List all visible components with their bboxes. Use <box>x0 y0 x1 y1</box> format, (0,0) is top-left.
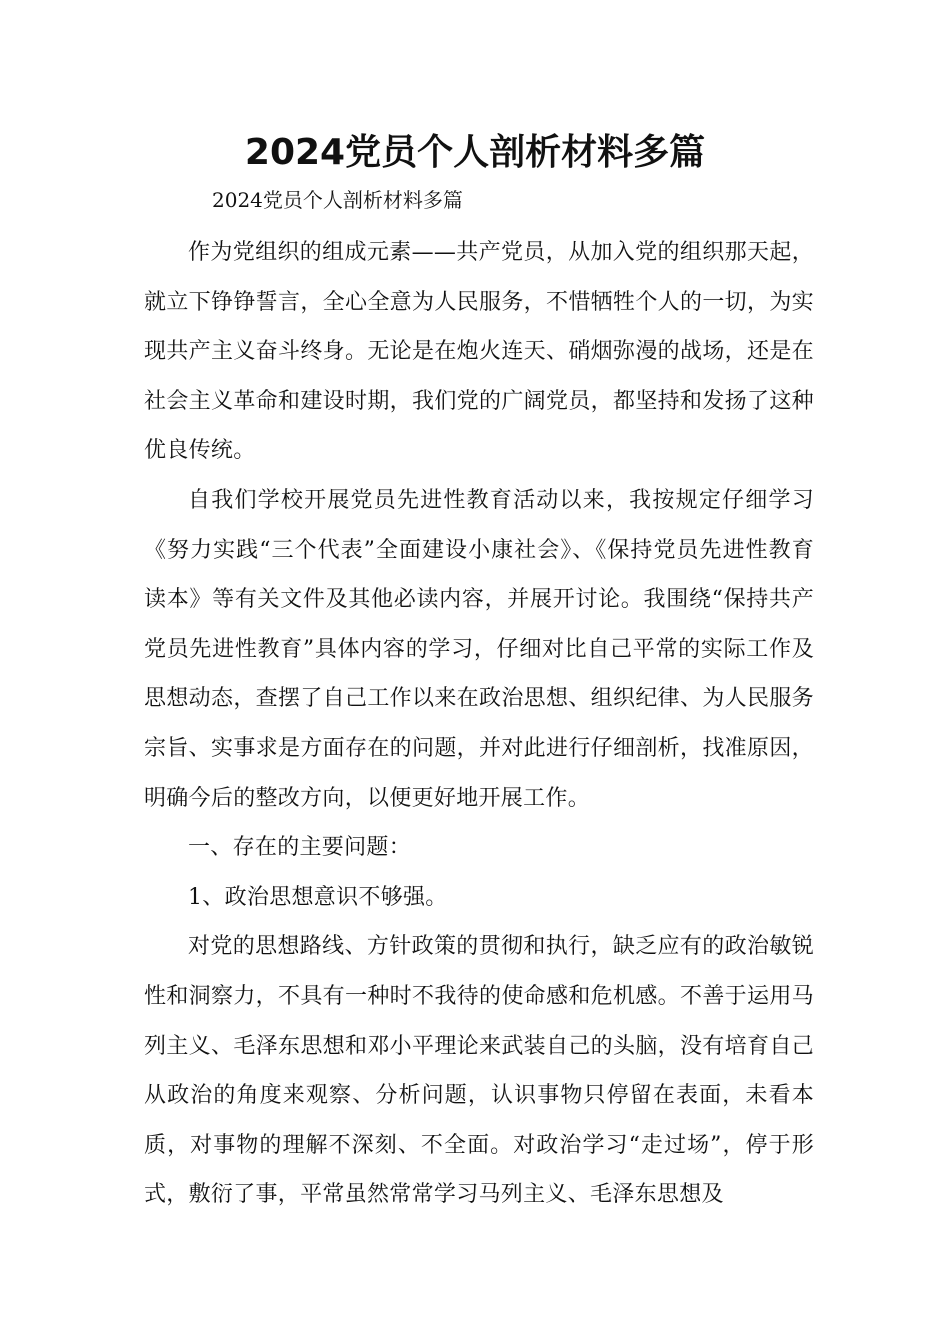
paragraph-3: 对党的思想路线、方针政策的贯彻和执行，缺乏应有的政治敏锐性和洞察力，不具有一种时不我待的使命感和危机感。不善于运用马列主义、毛泽东思想和邓小平理论来武装自己的头脑，没有培育自己从政治的角度来观察、分析问题，认识事物只停留在表面，未看本质，对事物的理解不深刻、不全面。对政治学习“走过场”，停于形式，敷衍了事，平常虽然常常学习马列主义、毛泽东思想及 <box>144 934 814 1208</box>
sub-heading: 1、政治思想意识不够强。 <box>188 884 448 910</box>
document-title: 2024党员个人剖析材料多篇 <box>244 132 706 173</box>
paragraph-2: 自我们学校开展党员先进性教育活动以来，我按规定仔细学习《努力实践“三个代表”全面建设小康社会》、《保持党员先进性教育读本》等有关文件及其他必读内容，并展开讨论。我围绕“保持共产党员先进性教育”具体内容的学习，仔细对比自己平常的实际工作及思想动态，查摆了自己工作以来在政治思想、组织纪律、为人民服务宗旨、实事求是方面存在的问题，并对此进行仔细剖析，找准原因，明确今后的整改方向，以便更好地开展工作。 <box>144 487 814 811</box>
section-heading: 一、存在的主要问题： <box>188 835 412 861</box>
document-subtitle: 2024党员个人剖析材料多篇 <box>212 188 463 212</box>
document-body <box>144 180 814 1220</box>
paragraph-1: 作为党组织的组成元素——共产党员，从加入党的组织那天起，就立下铮铮誓言，全心全意为人民服务，不惜牺牲个人的一切，为实现共产主义奋斗终身。无论是在炮火连天、硝烟弥漫的战场，还是在社会主义革命和建设时期，我们党的广阔党员，都坚持和发扬了这种优良传统。 <box>144 240 814 464</box>
